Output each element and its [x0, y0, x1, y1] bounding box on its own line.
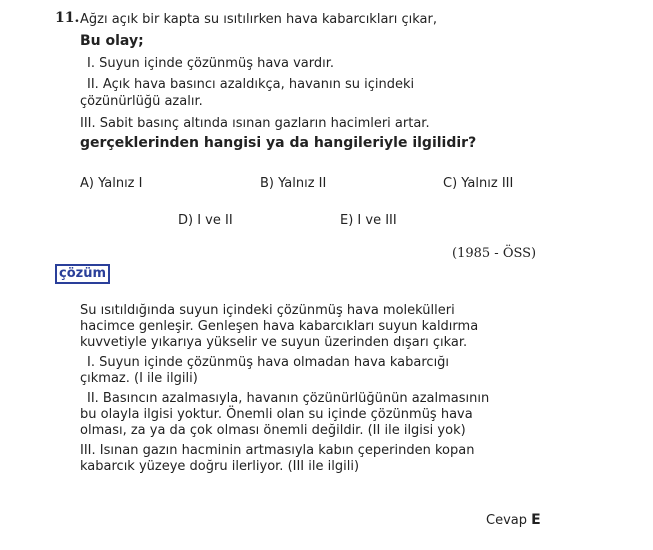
solution-line: bu olayla ilgisi yoktur. Önemli olan su içinde çözünmüş hava	[80, 407, 473, 422]
solution-line: kuvvetiyle yıkarıya yükselir ve suyun üzerinden dışarı çıkar.	[80, 335, 468, 350]
question-prompt: gerçeklerinden hangisi ya da hangileriyle ilgilidir?	[80, 135, 477, 151]
solution-line: çıkmaz. (I ile ilgili)	[80, 371, 198, 386]
option-b[interactable]: B) Yalnız II	[260, 176, 327, 191]
solution-line: II. Basıncın azalmasıyla, havanın çözünürlüğünün azalmasının	[87, 391, 490, 406]
option-d[interactable]: D) I ve II	[178, 213, 233, 228]
solution-line: I. Suyun içinde çözünmüş hava olmadan hava kabarcığı	[87, 355, 450, 370]
question-stem: Ağzı açık bir kapta su ısıtılırken hava kabarcıkları çıkar,	[80, 12, 438, 27]
question-number: 11.	[55, 10, 80, 26]
option-e[interactable]: E) I ve III	[340, 213, 397, 228]
exam-source: (1985 - ÖSS)	[452, 246, 537, 261]
answer	[486, 512, 541, 528]
question-lead: Bu olay;	[80, 33, 144, 49]
statement-ii: II. Açık hava basıncı azaldıkça, havanın su içindeki	[87, 77, 415, 92]
statement-i: I. Suyun içinde çözünmüş hava vardır.	[87, 56, 335, 71]
answer-letter: E	[531, 512, 541, 528]
solution-line: III. Isınan gazın hacminin artmasıyla kabın çeperinden kopan	[80, 443, 475, 458]
statement-ii-continued: çözünürlüğü azalır.	[80, 94, 203, 109]
answer-label: Cevap	[486, 513, 527, 528]
solution-line: Su ısıtıldığında suyun içindeki çözünmüş hava molekülleri	[80, 303, 455, 318]
statement-iii: III. Sabit basınç altında ısınan gazların hacimleri artar.	[80, 116, 430, 131]
option-c[interactable]: C) Yalnız III	[443, 176, 514, 191]
solution-line: kabarcık yüzeye doğru ilerliyor. (III ile ilgili)	[80, 459, 360, 474]
option-a[interactable]: A) Yalnız I	[80, 176, 143, 191]
solution-line: olması, za ya da çok olması önemli değildir. (II ile ilgisi yok)	[80, 423, 466, 438]
solution-tag: çözüm	[55, 264, 110, 284]
solution-line: hacimce genleşir. Genleşen hava kabarcıkları suyun kaldırma	[80, 319, 479, 334]
